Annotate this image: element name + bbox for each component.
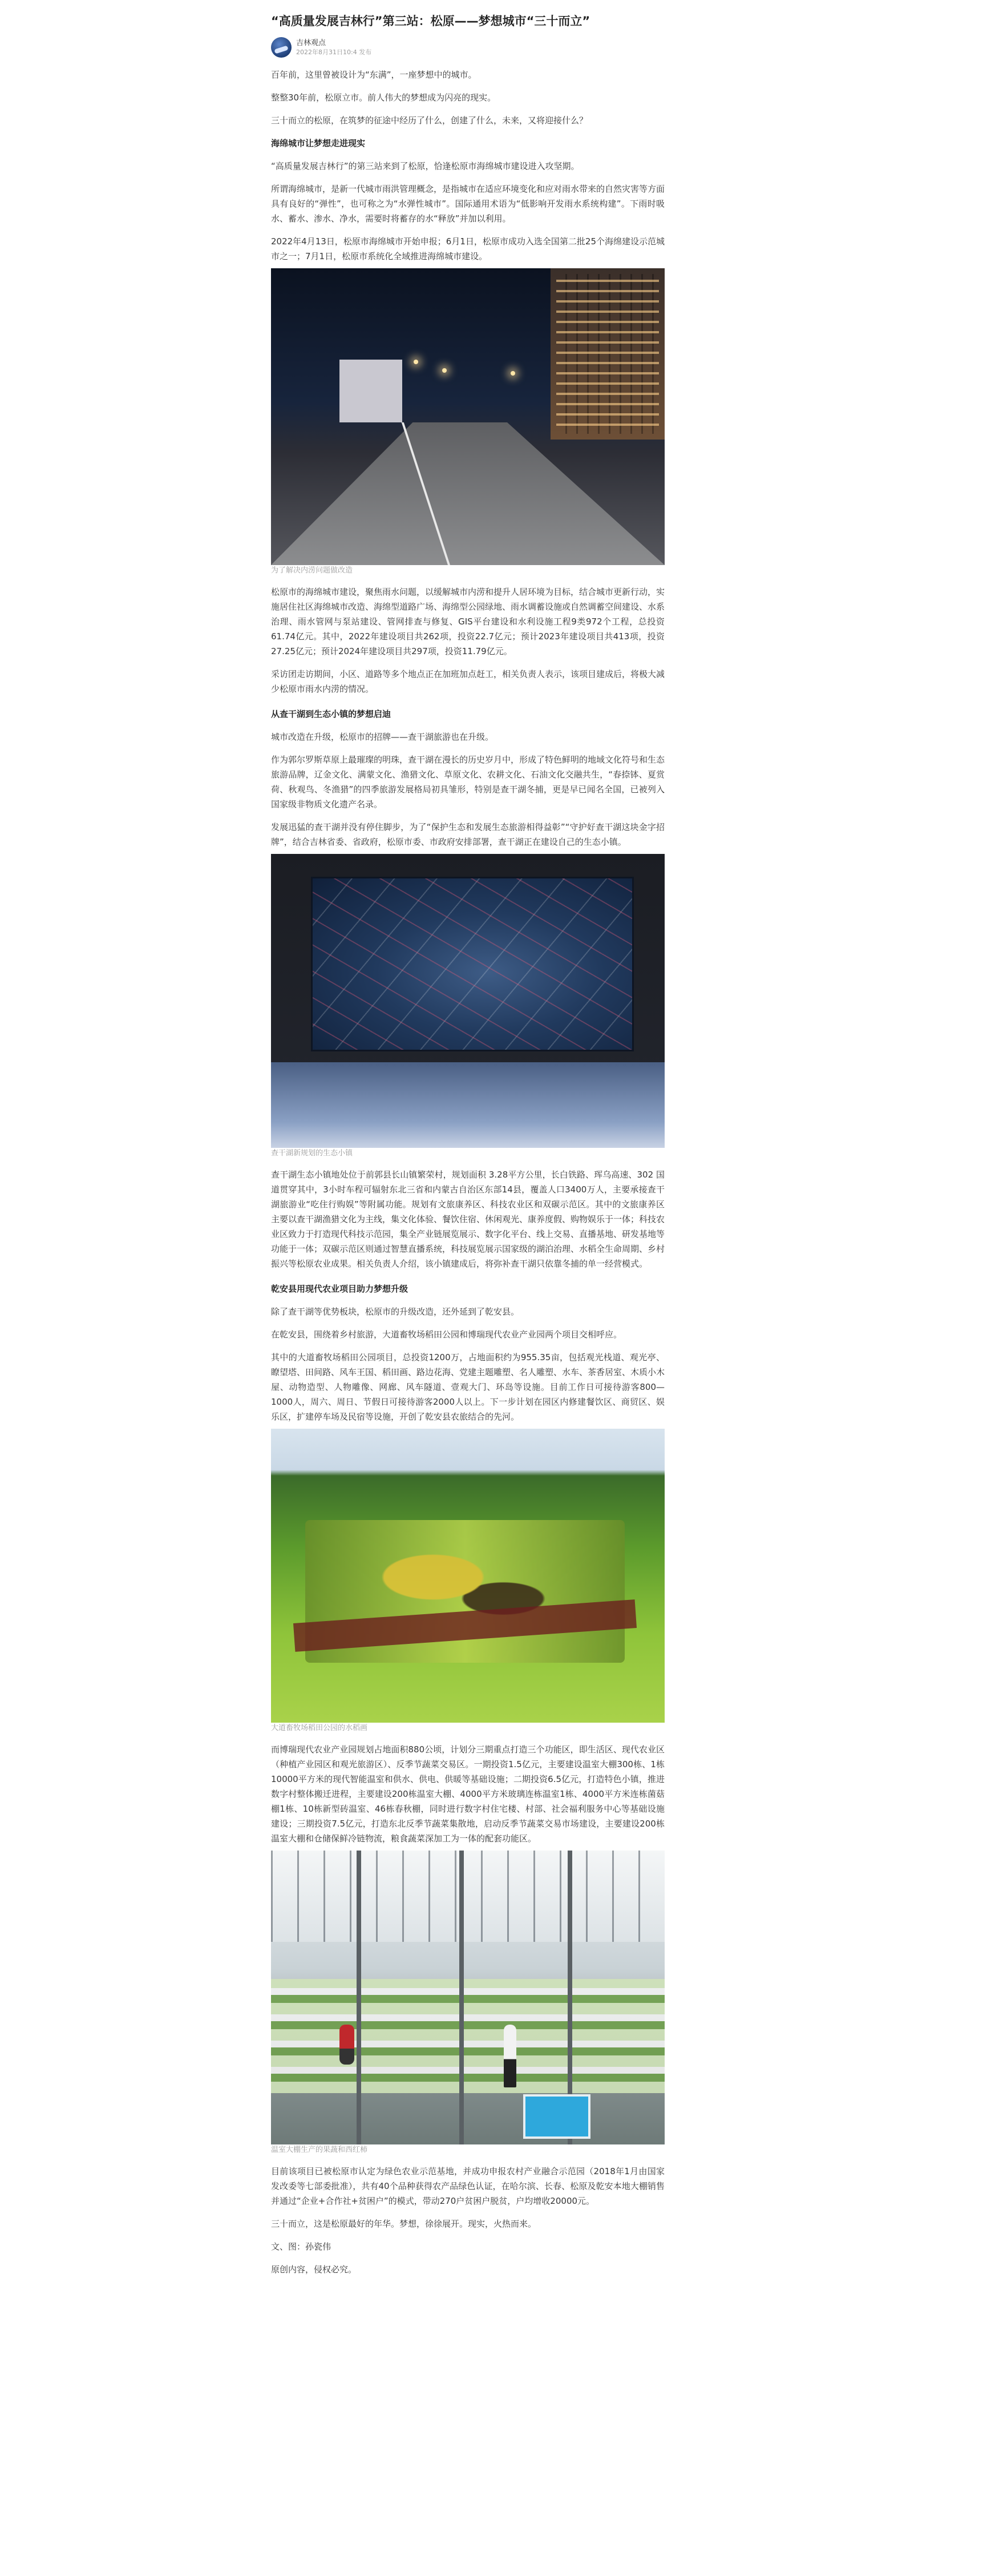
article	[271, 0, 665, 2277]
paragraph: 所谓海绵城市，是新一代城市雨洪管理概念，是指城市在适应环境变化和应对雨水带来的自然灾害等方面具有良好的“弹性”，也可称之为“水弹性城市”。国际通用术语为“低影响开发雨水系统构建”。下雨时吸水、蓄水、渗水、净水，需要时将蓄存的水“释放”并加以利用。	[271, 184, 665, 224]
paragraph: 采访团走访期间，小区、道路等多个地点正在加班加点赶工，相关负责人表示，该项目建成后，将极大减少松原市雨水内涝的情况。	[271, 669, 665, 694]
paragraph: 松原市的海绵城市建设，聚焦雨水问题，以缓解城市内涝和提升人居环境为目标，结合城市更新行动，实施居住社区海绵城市改造、海绵型道路广场、海绵型公园绿地、雨水调蓄设施或自然调蓄空间建设、水系治理、雨水管网与泵站建设、管网排查与修复、GIS平台建设和水利设施工程9类972个工程，总投资61.74亿元。其中，2022年建设项目共262项，投资22.7亿元；预计2023年建设项目共413项，投资27.25亿元；预计2024年建设项目共297项，投资11.79亿元。	[271, 587, 665, 656]
byline: 文、图：孙瓷伟	[271, 2242, 331, 2252]
section-heading: 乾安县用现代农业项目助力梦想升级	[271, 1284, 408, 1294]
paragraph: 发展迅猛的查干湖并没有停住脚步，为了“保护生态和发展生态旅游相得益彰”“守护好查干湖这块金字招牌”，结合吉林省委、省政府，松原市委、市政府安排部署，查干湖正在建设自己的生态小镇。	[271, 822, 665, 847]
paragraph: 查干湖生态小镇地处位于前郭县长山镇繁荣村，规划面积 3.28平方公里，长白铁路、珲乌高速、302 国道贯穿其中，3小时车程可辐射东北三省和内蒙古自治区东部14县，覆盖人口3400万人，主要承接查干湖旅游业“吃住行购娱”等附属功能。规划有文旅康养区、科技农业区和双碳示范区。其中的文旅康养区主要以查干湖渔猎文化为主线，集文化体验、餐饮住宿、休闲观光、康养度假、购物娱乐于一体；科技农业区致力于打造现代科技示范园，集全产业链展览展示、数字化平台、线上交易、直播基地、研发基地等功能于一体；双碳示范区则通过智慧直播系统，科技展览展示国家级的湖泊治理、水稻全生命周期、乡村振兴等松原农业成果。相关负责人介绍，该小镇建成后，将弥补查干湖只依靠冬捕的单一经营模式。	[271, 1170, 665, 1269]
night-road-photo[interactable]	[271, 268, 665, 565]
rice-field-photo[interactable]	[271, 1429, 665, 1723]
publish-time: 2022年8月31日10:4 发布	[296, 48, 372, 56]
copyright-notice: 原创内容，侵权必究。	[271, 2264, 357, 2275]
author-row	[271, 35, 665, 59]
paragraph: 目前该项目已被松原市认定为绿色农业示范基地，并成功申报农村产业融合示范园（2018年1月由国家发改委等七部委批准），共有40个品种获得农产品绿色认证，在哈尔滨、长春、松原及乾安本地大棚销售并通过“企业+合作社+贫困户”的模式，带动270户贫困户脱贫，户均增收20000元。	[271, 2166, 665, 2206]
author-avatar[interactable]	[271, 37, 292, 58]
paragraph: 而博瑞现代农业产业园规划占地面积880公顷，计划分三期重点打造三个功能区，即生活区、现代农业区（种植产业园区和观光旅游区）、反季节蔬菜交易区。一期投资1.5亿元，主要建设温室大棚300栋、1栋10000平方米的现代智能温室和供水、供电、供暖等基础设施；二期投资6.5亿元，打造特色小镇，推进数字村整体搬迁进程，主要建设200栋温室大棚、4000平方米玻璃连栋温室1栋、4000平方米连栋菌菇棚1栋、10栋新型砖温室、46栋春秋棚，同时进行数字村住宅楼、村部、社会福利服务中心等基础设施建设；三期投资7.5亿元，打造东北反季节蔬菜集散地，启动反季节蔬菜交易市场建设，主要建设200栋温室大棚和仓储保鲜冷链物流，粮食蔬菜深加工为一体的配套功能区。	[271, 1744, 665, 1844]
intro-paragraph: 百年前，这里曾被设计为“东满”，一座梦想中的城市。	[271, 70, 477, 80]
author-meta	[296, 39, 371, 57]
intro-paragraph: 整整30年前，松原立市。前人伟大的梦想成为闪亮的现实。	[271, 92, 496, 103]
photo-caption: 大道畜牧场稻田公园的水稻画	[271, 1724, 368, 1732]
photo-caption: 为了解决内涝问题做改造	[271, 566, 353, 575]
intro-paragraph: 三十而立的松原，在筑梦的征途中经历了什么，创建了什么，未来，又将迎接什么？	[271, 115, 588, 126]
photo-caption: 查干湖新规划的生态小镇	[271, 1149, 353, 1158]
control-room-photo[interactable]	[271, 854, 665, 1148]
paragraph: 作为郭尔罗斯草原上最璀璨的明珠，查干湖在漫长的历史岁月中，形成了特色鲜明的地域文化符号和生态旅游品牌，辽金文化、满蒙文化、渔猎文化、草原文化、农耕文化、石油文化交融共生，“春捺钵、夏赏荷、秋观鸟、冬渔猎”的四季旅游发展格局初具雏形，特别是查干湖冬捕，更是早已闻名全国，已被列入国家级非物质文化遗产名录。	[271, 755, 665, 809]
paragraph: 其中的大道畜牧场稻田公园项目，总投资1200万，占地面积约为955.35亩，包括观光栈道、观光亭、瞭望塔、田间路、风车王国、稻田画、路边花海、党建主题雕塑、名人雕塑、水车、茶香居室、木质小木屋、动物造型、人物雕像、网廊、风车隧道、壹观大门、环岛等设施。目前工作日可接待游客800—1000人，周六、周日、节假日可接待游客2000人以上。下一步计划在园区内修建餐饮区、商贸区、娱乐区，扩建停车场及民宿等设施，开创了乾安县农旅结合的先河。	[271, 1352, 665, 1422]
section-heading: 海绵城市让梦想走进现实	[271, 138, 366, 148]
section-heading: 从查干湖到生态小镇的梦想启迪	[271, 709, 391, 719]
paragraph: “高质量发展吉林行”的第三站来到了松原，恰逢松原市海绵城市建设进入攻坚期。	[271, 161, 580, 171]
paragraph: 2022年4月13日，松原市海绵城市开始申报；6月1日，松原市成功入选全国第二批25个海绵建设示范城市之一；7月1日，松原市系统化全域推进海绵城市建设。	[271, 236, 665, 261]
paragraph: 除了查干湖等优势板块，松原市的升级改造，还外延到了乾安县。	[271, 1307, 520, 1317]
article-title: “高质量发展吉林行”第三站：松原——梦想城市“三十而立”	[271, 14, 590, 28]
author-name[interactable]: 吉林观点	[296, 38, 326, 47]
greenhouse-photo[interactable]	[271, 1851, 665, 2144]
paragraph: 三十而立，这是松原最好的年华。梦想，徐徐展开。现实，火热而来。	[271, 2219, 537, 2229]
paragraph: 在乾安县，围绕着乡村旅游，大道畜牧场稻田公园和博瑞现代农业产业园两个项目交相呼应。	[271, 1329, 622, 1340]
photo-caption: 温室大棚生产的果蔬和西红柿	[271, 2146, 368, 2154]
paragraph: 城市改造在升级，松原市的招牌——查干湖旅游也在升级。	[271, 732, 494, 742]
